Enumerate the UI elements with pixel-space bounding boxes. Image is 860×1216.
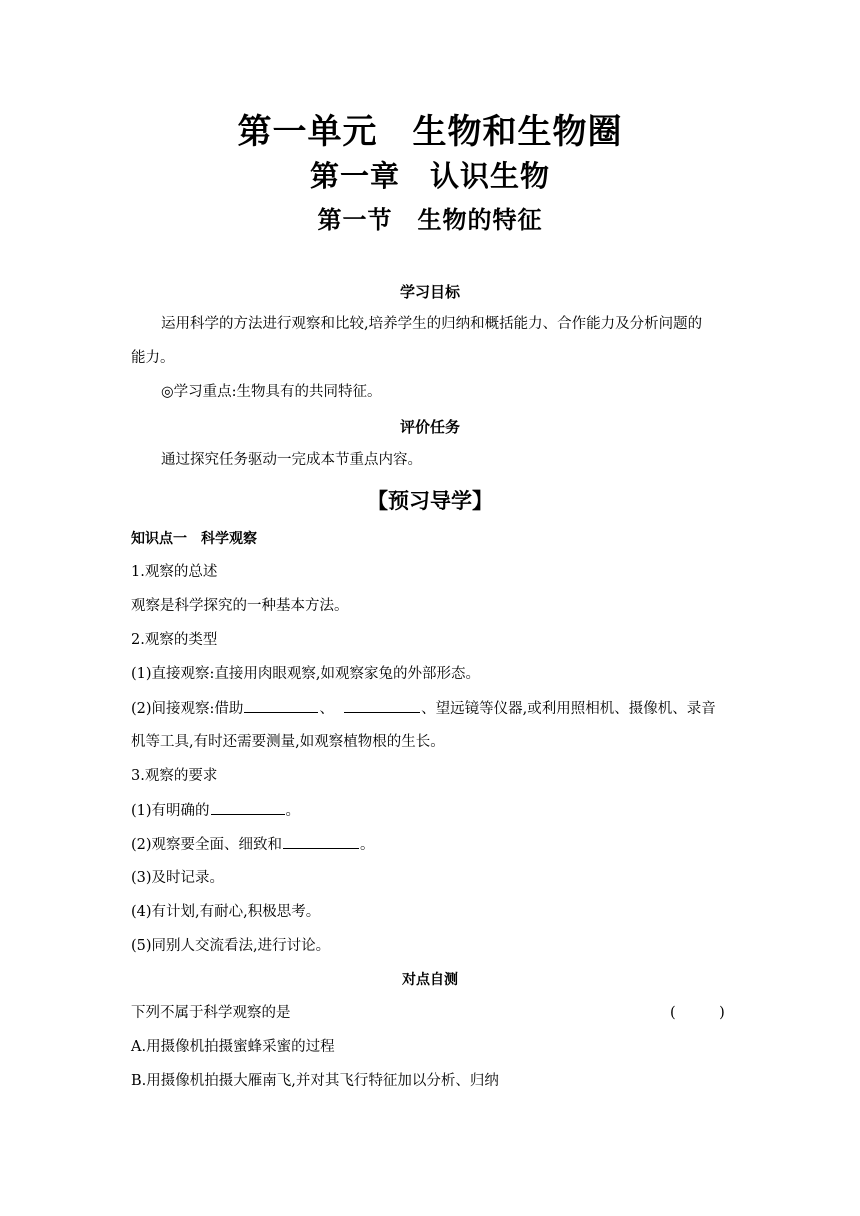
unit-title: 第一单元 生物和生物圈 — [237, 112, 623, 152]
requirement-1-text: (1)有明确的 — [131, 803, 210, 819]
indirect-observation-separator: 、 — [319, 701, 334, 717]
objectives-line-1: 运用科学的方法进行观察和比较,培养学生的归纳和概括能力、合作能力及分析问题的 — [161, 316, 703, 332]
requirement-2-end: 。 — [360, 837, 375, 853]
knowledge-point-title: 知识点一 科学观察 — [131, 531, 257, 547]
observation-types-title: 2.观察的类型 — [131, 632, 218, 648]
indirect-observation-text-a: (2)间接观察:借助 — [131, 701, 244, 717]
fill-blank-1[interactable] — [244, 698, 318, 713]
requirement-5: (5)同别人交流看法,进行讨论。 — [131, 938, 331, 954]
evaluation-heading: 评价任务 — [399, 418, 460, 436]
observation-requirements-title: 3.观察的要求 — [131, 768, 218, 784]
indirect-observation-text-b: 、望远镜等仪器,或利用照相机、摄像机、录音 — [421, 701, 716, 717]
chapter-title: 第一章 认识生物 — [309, 159, 550, 193]
option-a[interactable]: A.用摄像机拍摄蜜蜂采蜜的过程 — [131, 1039, 335, 1055]
fill-blank-3[interactable] — [211, 800, 285, 815]
learning-focus: ◎学习重点:生物具有的共同特征。 — [161, 384, 382, 400]
requirement-1-end: 。 — [285, 803, 301, 819]
evaluation-text: 通过探究任务驱动一完成本节重点内容。 — [161, 452, 422, 468]
requirement-1 — [131, 800, 300, 821]
requirement-3: (3)及时记录。 — [131, 870, 225, 886]
objectives-line-2: 能力。 — [131, 350, 175, 366]
answer-parentheses[interactable]: ( ) — [670, 1005, 725, 1021]
requirement-2 — [131, 834, 375, 855]
indirect-observation-line-2: 机等工具,有时还需要测量,如观察植物根的生长。 — [131, 734, 445, 750]
requirement-2-text: (2)观察要全面、细致和 — [131, 837, 283, 853]
direct-observation: (1)直接观察:直接用肉眼观察,如观察家兔的外部形态。 — [131, 666, 481, 682]
self-test-question: 下列不属于科学观察的是 — [131, 1005, 291, 1021]
indirect-observation-line-1 — [131, 698, 716, 719]
observation-overview-text: 观察是科学探究的一种基本方法。 — [131, 598, 349, 614]
observation-overview-title: 1.观察的总述 — [131, 564, 218, 580]
option-b[interactable]: B.用摄像机拍摄大雁南飞,并对其飞行特征加以分析、归纳 — [131, 1073, 499, 1089]
section-title: 第一节 生物的特征 — [317, 206, 543, 234]
requirement-4: (4)有计划,有耐心,积极思考。 — [131, 904, 321, 920]
fill-blank-4[interactable] — [283, 834, 359, 849]
preview-heading: 【预习导学】 — [367, 489, 493, 513]
objectives-heading: 学习目标 — [399, 283, 460, 301]
fill-blank-2[interactable] — [344, 698, 420, 713]
self-test-heading: 对点自测 — [402, 972, 458, 988]
